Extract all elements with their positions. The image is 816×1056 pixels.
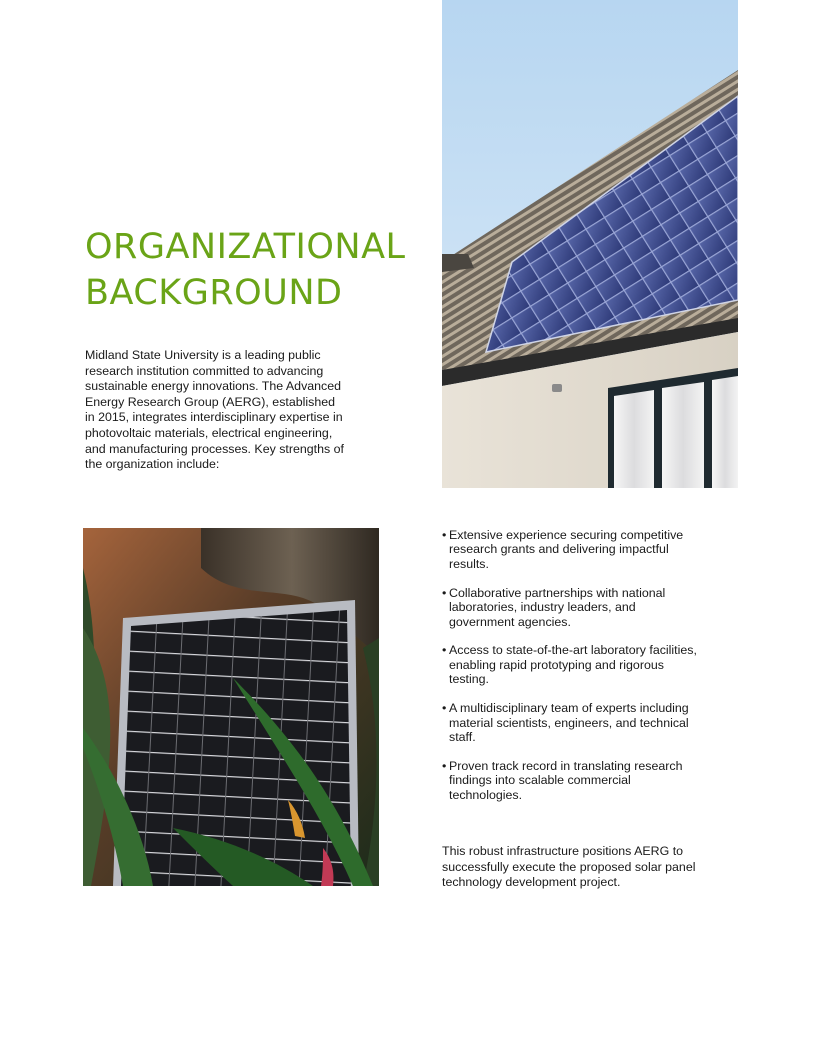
strengths-list bbox=[442, 528, 704, 817]
bullet-icon: • bbox=[442, 701, 447, 716]
list-item bbox=[442, 586, 704, 629]
bullet-icon: • bbox=[442, 585, 447, 600]
heading-line-2: BACKGROUND bbox=[85, 273, 343, 313]
bullet-icon: • bbox=[442, 643, 447, 658]
strength-text: Proven track record in translating research findings into scalable commercial technologies. bbox=[449, 758, 683, 802]
strength-text: A multidisciplinary team of experts including material scientists, engineers, and technical staff. bbox=[449, 701, 689, 744]
garden-solar-panel-photo bbox=[83, 528, 379, 886]
section-heading bbox=[85, 224, 415, 316]
list-item bbox=[442, 701, 704, 744]
list-item bbox=[442, 528, 704, 571]
list-item bbox=[442, 759, 704, 802]
strength-text: Collaborative partnerships with national laboratories, industry leaders, and government agencies. bbox=[449, 585, 666, 629]
bullet-icon: • bbox=[442, 758, 447, 773]
list-item bbox=[442, 643, 704, 686]
bullet-icon: • bbox=[442, 528, 447, 542]
rooftop-solar-photo bbox=[442, 0, 738, 488]
intro-paragraph: Midland State University is a leading public research institution committed to advancing sustainable energy innovations. The Advanced Energy Research Group (AERG), established in 2015, integrates interdisciplinary expertise in photovoltaic materials, electrical engineering, and manufacturing processes. Key strengths of the organization include: bbox=[85, 348, 344, 472]
heading-line-1: ORGANIZATIONAL bbox=[85, 227, 406, 267]
strength-text: Extensive experience securing competitive research grants and delivering impactful results. bbox=[449, 528, 684, 571]
strength-text: Access to state-of-the-art laboratory facilities, enabling rapid prototyping and rigorous testing. bbox=[449, 643, 697, 687]
closing-paragraph: This robust infrastructure positions AERG to successfully execute the proposed solar panel technology development project. bbox=[442, 844, 696, 890]
